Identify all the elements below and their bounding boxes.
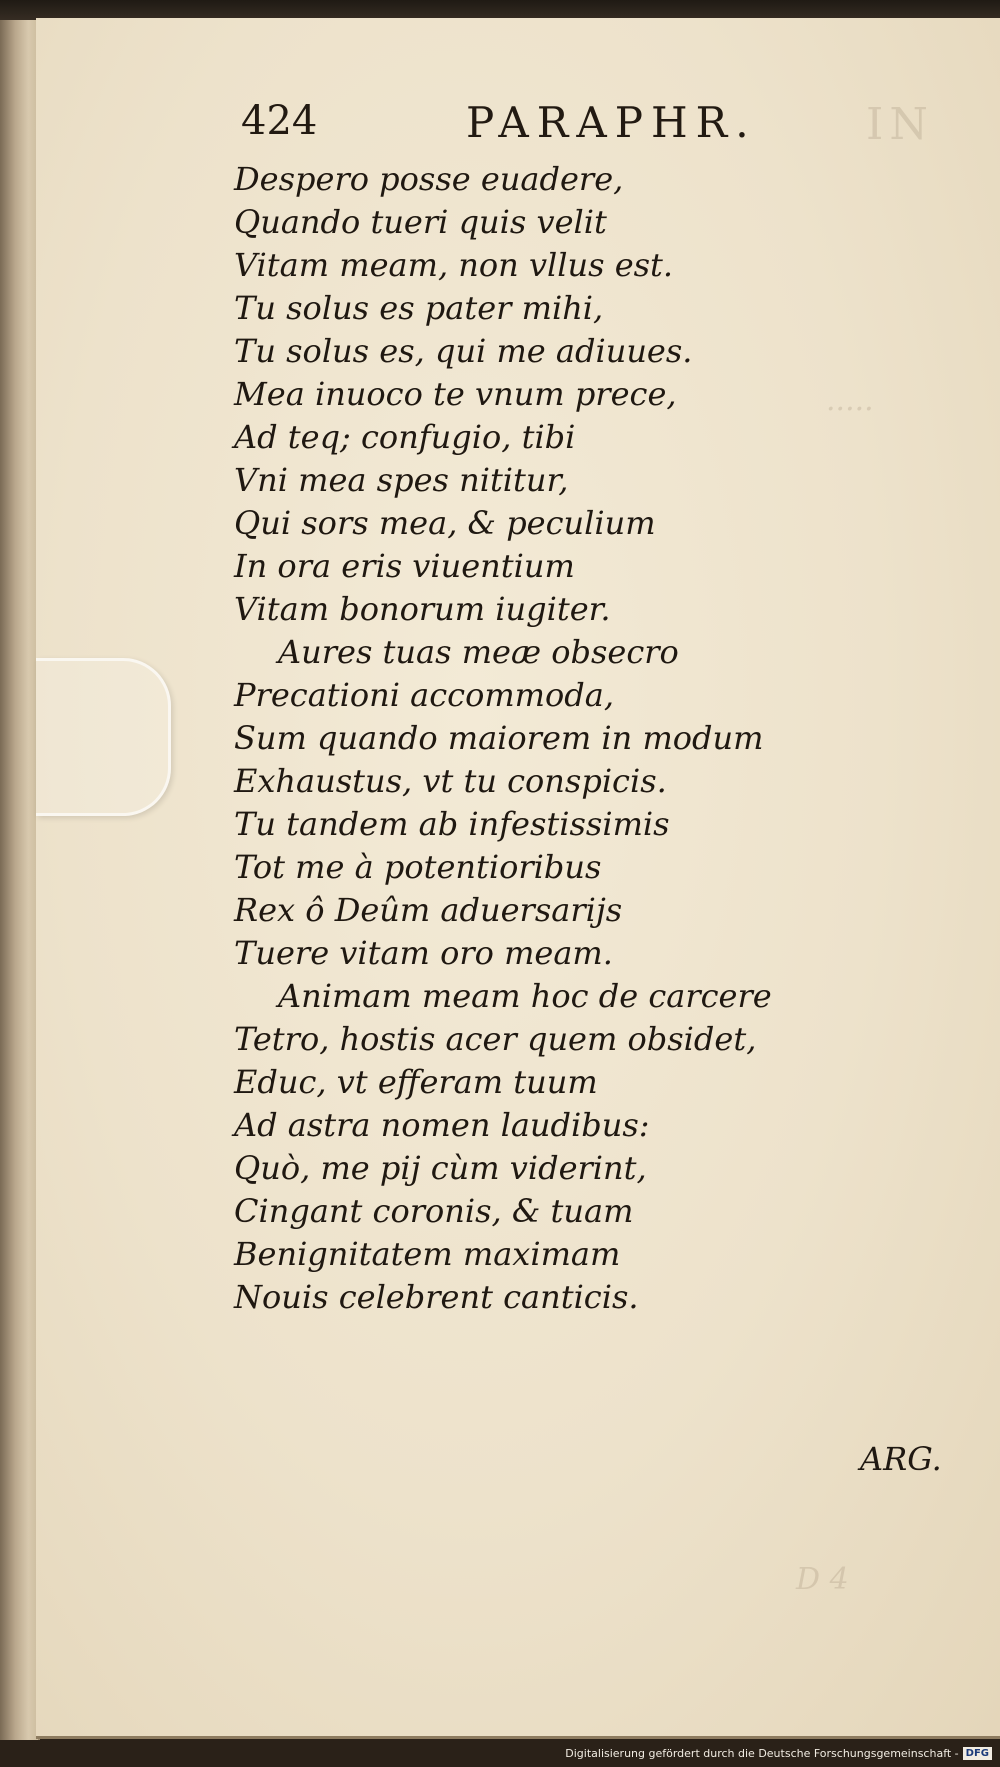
verse-line: Precationi accommoda,	[234, 676, 615, 714]
verse-line: In ora eris viuentium	[234, 547, 575, 585]
verse-text	[234, 158, 772, 1319]
verse-line: Qui sors mea, & peculium	[234, 504, 656, 542]
verse-line: Vitam bonorum iugiter.	[234, 590, 611, 628]
verse-line: Despero posse euadere,	[234, 160, 624, 198]
plastic-page-clip	[36, 658, 171, 816]
verse-line: Aures tuas meæ obsecro	[278, 633, 679, 671]
page-header	[241, 98, 841, 158]
digitization-credit	[565, 1743, 992, 1763]
dfg-logo: DFG	[963, 1747, 992, 1760]
running-head: PARAPHR.	[466, 98, 757, 147]
credit-text: Digitalisierung gefördert durch die Deutsche Forschungsgemeinschaft -	[565, 1746, 959, 1760]
verse-line: Ad teq; confugio, tibi	[234, 418, 576, 456]
verse-line: Tuere vitam oro meam.	[234, 934, 613, 972]
page-number: 424	[241, 98, 318, 144]
verse-line: Cingant coronis, & tuam	[234, 1192, 634, 1230]
verse-line: Vni mea spes nititur,	[234, 461, 569, 499]
verse-line: Exhaustus, vt tu conspicis.	[234, 762, 667, 800]
show-through-text: IN	[866, 99, 934, 150]
verse-line: Tu tandem ab infestissimis	[234, 805, 670, 843]
verse-line: Sum quando maiorem in modum	[234, 719, 764, 757]
verse-line: Benignitatem maximam	[234, 1235, 621, 1273]
verse-line: Tu solus es pater mihi,	[234, 289, 604, 327]
book-spine-edge	[0, 20, 40, 1740]
show-through-text: D 4	[796, 1562, 849, 1597]
verse-line: Nouis celebrent canticis.	[234, 1278, 639, 1316]
catchword: ARG.	[860, 1440, 942, 1478]
verse-line: Mea inuoco te vnum prece,	[234, 375, 677, 413]
verse-line: Tot me à potentioribus	[234, 848, 602, 886]
verse-line: Tu solus es, qui me adiuues.	[234, 332, 693, 370]
verse-line: Educ, vt efferam tuum	[234, 1063, 598, 1101]
show-through-text: ·····	[826, 392, 874, 427]
book-page	[36, 18, 1000, 1739]
verse-line: Vitam meam, non vllus est.	[234, 246, 674, 284]
verse-line: Rex ô Deûm aduersarijs	[234, 891, 623, 929]
verse-line: Quò, me pij cùm viderint,	[234, 1149, 647, 1187]
verse-line: Tetro, hostis acer quem obsidet,	[234, 1020, 757, 1058]
verse-line: Quando tueri quis velit	[234, 203, 607, 241]
verse-line: Animam meam hoc de carcere	[278, 977, 772, 1015]
verse-line: Ad astra nomen laudibus:	[234, 1106, 650, 1144]
